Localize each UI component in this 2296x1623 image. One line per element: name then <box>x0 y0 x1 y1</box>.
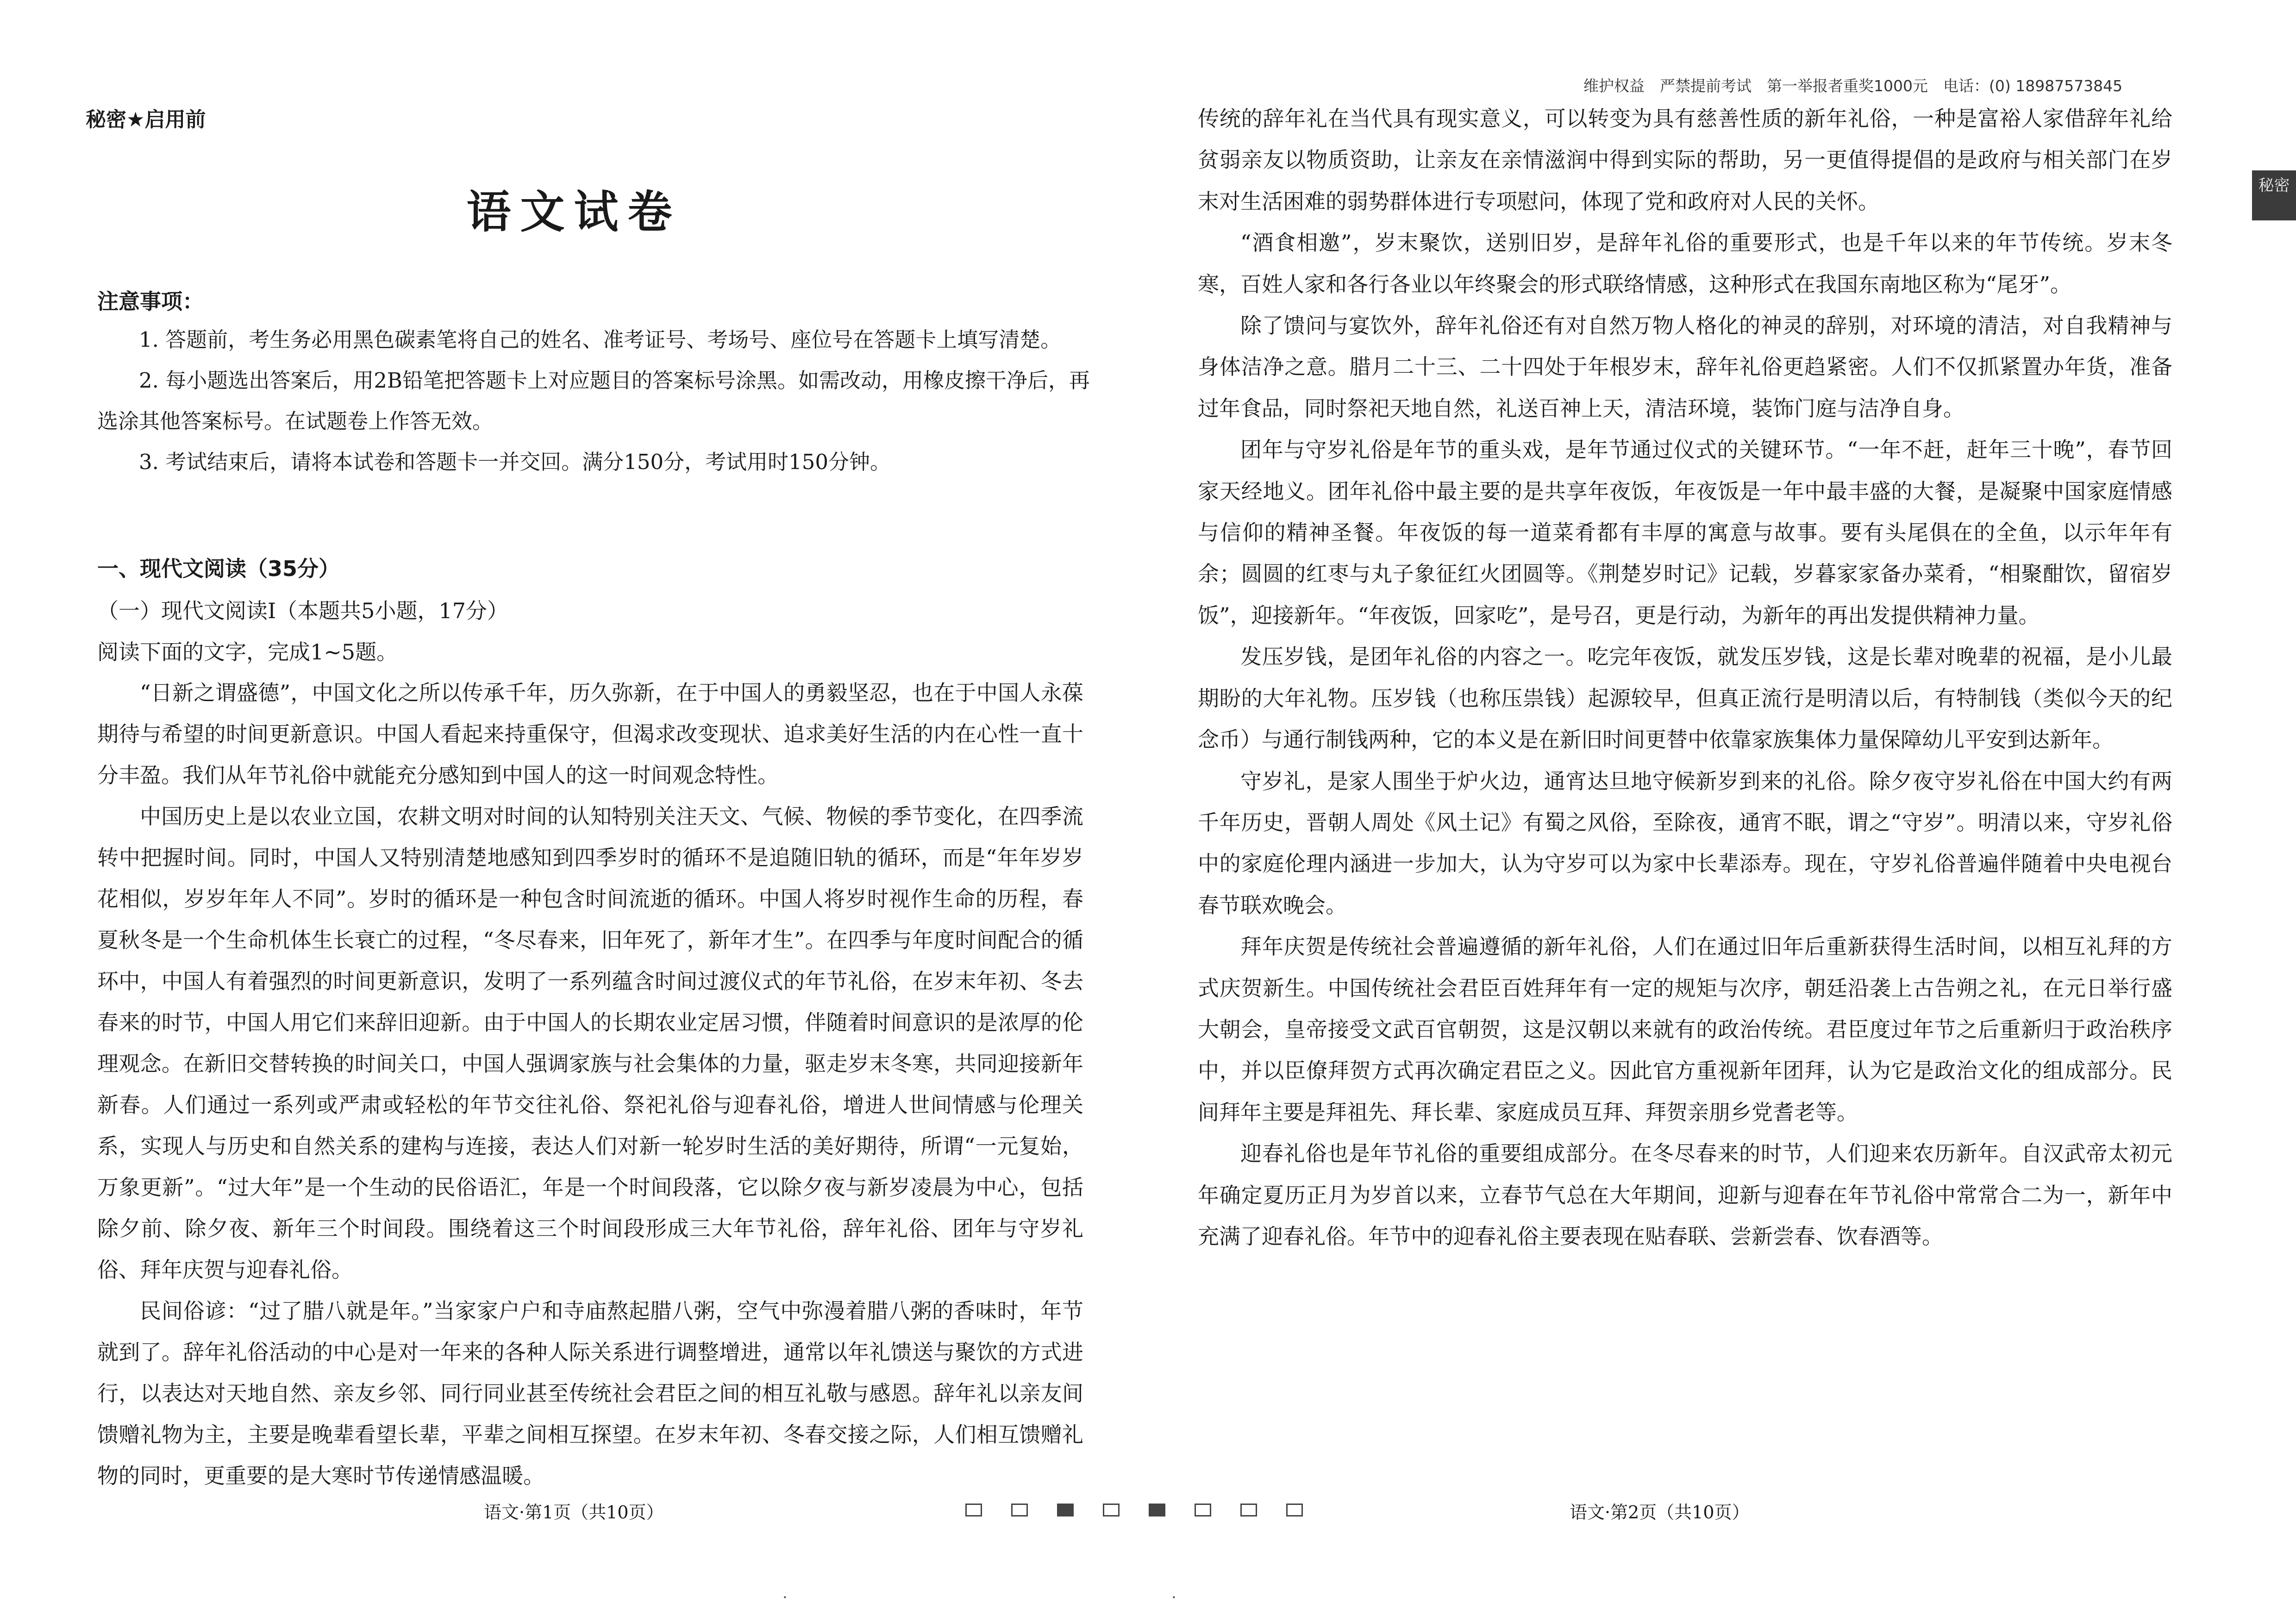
passage-paragraph: 团年与守岁礼俗是年节的重头戏，是年节通过仪式的关键环节。“一年不赶，赶年三十晚”，春节回家天经地义。团年礼俗中最主要的是共享年夜饭，年夜饭是一年中最丰盛的大餐，是凝聚中国家庭情感与信仰的精神圣餐。年夜饭的每一道菜肴都有丰厚的寓意与故事。要有头尾俱在的全鱼，以示年年有余；圆圆的红枣与丸子象征红火团圆等。《荆楚岁时记》记载，岁暮家家备办菜肴，“相聚酣饮，留宿岁饭”，迎接新年。“年夜饭，回家吃”，是号召，更是行动，为新年的再出发提供精神力量。 <box>1198 437 2172 628</box>
passage-paragraph: “酒食相邀”，岁末聚饮，送别旧岁，是辞年礼俗的重要形式，也是千年以来的年节传统。岁末冬寒，百姓人家和各行各业以年终聚会的形式联络情感，这种形式在我国东南地区称为“尾牙”。 <box>1198 230 2172 297</box>
scan-smudge: · <box>1171 1588 1176 1607</box>
page-footer: 语文·第2页（共10页） <box>1570 1502 1750 1523</box>
passage-paragraph: 除了馈问与宴饮外，辞年礼俗还有对自然万物人格化的神灵的辞别，对环境的清洁，对自我精神与身体洁净之意。腊月二十三、二十四处于年根岁末，辞年礼俗更趋紧密。人们不仅抓紧置办年货，准备过年食品，同时祭祀天地自然，礼送百神上天，清洁环境，装饰门庭与洁净自身。 <box>1198 313 2172 421</box>
right-page <box>1148 0 2296 1623</box>
reading-passage-left <box>97 672 1083 1497</box>
passage-paragraph: 传统的辞年礼在当代具有现实意义，可以转变为具有慈善性质的新年礼俗，一种是富裕人家借辞年礼给贫弱亲友以物质资助，让亲友在亲情滋润中得到实际的帮助，另一更值得提倡的是政府与相关部门在岁末对生活困难的弱势群体进行专项慰问，体现了党和政府对人民的关怀。 <box>1198 106 2172 214</box>
registration-mark <box>1057 1504 1074 1516</box>
page-header-notice: 维护权益 严禁提前考试 第一举报者重奖1000元 电话：(0) 18987573845 <box>1583 77 2123 95</box>
confidential-label: 秘密★启用前 <box>86 108 206 132</box>
reading-passage-right <box>1198 98 2172 1257</box>
passage-paragraph: 拜年庆贺是传统社会普遍遵循的新年礼俗，人们在通过旧年后重新获得生活时间，以相互礼拜的方式庆贺新生。中国传统社会君臣百姓拜年有一定的规矩与次序，朝廷沿袭上古告朔之礼，在元日举行盛大朝会，皇帝接受文武百官朝贺，这是汉朝以来就有的政治传统。君臣度过年节之后重新归于政治秩序中，并以臣僚拜贺方式再次确定君臣之义。因此官方重视新年团拜，认为它是政治文化的组成部分。民间拜年主要是拜祖先、拜长辈、家庭成员互拜、拜贺亲朋乡党耆老等。 <box>1198 934 2172 1125</box>
passage-paragraph: 迎春礼俗也是年节礼俗的重要组成部分。在冬尽春来的时节，人们迎来农历新年。自汉武帝太初元年确定夏历正月为岁首以来，立春节气总在大年期间，迎新与迎春在年节礼俗中常常合二为一，新年中充满了迎春礼俗。年节中的迎春礼俗主要表现在贴春联、尝新尝春、饮春酒等。 <box>1198 1141 2172 1249</box>
registration-mark <box>1011 1504 1028 1516</box>
passage-paragraph: 发压岁钱，是团年礼俗的内容之一。吃完年夜饭，就发压岁钱，这是长辈对晚辈的祝福，是小儿最期盼的大年礼物。压岁钱（也称压祟钱）起源较早，但真正流行是明清以后，有特制钱（类似今天的纪念币）与通行制钱两种，它的本义是在新旧时间更替中依靠家族集体力量保障幼儿平安到达新年。 <box>1198 644 2172 752</box>
passage-paragraph: 民间俗谚：“过了腊八就是年。”当家家户户和寺庙熬起腊八粥，空气中弥漫着腊八粥的香味时，年节就到了。辞年礼俗活动的中心是对一年来的各种人际关系进行调整增进，通常以年礼馈送与聚饮的方式进行，以表达对天地自然、亲友乡邻、同行同业甚至传统社会君臣之间的相互礼敬与感恩。辞年礼以亲友间馈赠礼物为主，主要是晚辈看望长辈，平辈之间相互探望。在岁末年初、冬春交接之际，人们相互馈赠礼物的同时，更重要的是大寒时节传递情感温暖。 <box>97 1298 1083 1488</box>
notice-item: 2. 每小题选出答案后，用2B铅笔把答题卡上对应题目的答案标号涂黑。如需改动，用橡皮擦干净后，再选涂其他答案标号。在试题卷上作答无效。 <box>97 368 1090 433</box>
notice-item: 1. 答题前，考生务必用黑色碳素笔将自己的姓名、准考证号、考场号、座位号在答题卡上填写清楚。 <box>139 327 1062 352</box>
reading-instruction: 阅读下面的文字，完成1~5题。 <box>97 639 398 664</box>
notice-title: 注意事项： <box>97 289 204 314</box>
registration-mark <box>965 1504 982 1516</box>
registration-mark <box>1103 1504 1120 1516</box>
page-footer: 语文·第1页（共10页） <box>484 1502 664 1523</box>
scan-smudge: · <box>782 1588 788 1607</box>
confidential-side-tab: 秘密 <box>2252 170 2296 220</box>
passage-paragraph: “日新之谓盛德”，中国文化之所以传承千年，历久弥新，在于中国人的勇毅坚忍，也在于中国人永葆期待与希望的时间更新意识。中国人看起来持重保守，但渴求改变现状、追求美好生活的内在心性一直十分丰盈。我们从年节礼俗中就能充分感知到中国人的这一时间观念特性。 <box>97 680 1083 788</box>
passage-paragraph: 守岁礼，是家人围坐于炉火边，通宵达旦地守候新岁到来的礼俗。除夕夜守岁礼俗在中国大约有两千年历史，晋朝人周处《风土记》有蜀之风俗，至除夜，通宵不眠，谓之“守岁”。明清以来，守岁礼俗中的家庭伦理内涵进一步加大，认为守岁可以为家中长辈添寿。现在，守岁礼俗普遍伴随着中央电视台春节联欢晚会。 <box>1198 768 2172 918</box>
subsection-title: （一）现代文阅读Ⅰ（本题共5小题，17分） <box>97 598 508 623</box>
section-title: 一、现代文阅读（35分） <box>97 556 340 581</box>
exam-title: 语文试卷 <box>466 186 682 238</box>
notice-item: 3. 考试结束后，请将本试卷和答题卡一并交回。满分150分，考试用时150分钟。 <box>139 450 891 474</box>
notice-list <box>97 320 1093 483</box>
passage-paragraph: 中国历史上是以农业立国，农耕文明对时间的认知特别关注天文、气候、物候的季节变化，在四季流转中把握时间。同时，中国人又特别清楚地感知到四季岁时的循环不是追随旧轨的循环，而是“年年岁岁花相似，岁岁年年人不同”。岁时的循环是一种包含时间流逝的循环。中国人将岁时视作生命的历程，春夏秋冬是一个生命机体生长衰亡的过程，“冬尽春来，旧年死了，新年才生”。在四季与年度时间配合的循环中，中国人有着强烈的时间更新意识，发明了一系列蕴含时间过渡仪式的年节礼俗，在岁末年初、冬去春来的时节，中国人用它们来辞旧迎新。由于中国人的长期农业定居习惯，伴随着时间意识的是浓厚的伦理观念。在新旧交替转换的时间关口，中国人强调家族与社会集体的力量，驱走岁末冬寒，共同迎接新年新春。人们通过一系列或严肃或轻松的年节交往礼俗、祭祀礼俗与迎春礼俗，增进人世间情感与伦理关系，实现人与历史和自然关系的建构与连接，表达人们对新一轮岁时生活的美好期待，所谓“一元复始，万象更新”。“过大年”是一个生动的民俗语汇，年是一个时间段落，它以除夕夜与新岁凌晨为中心，包括除夕前、除夕夜、新年三个时间段。围绕着这三个时间段形成三大年节礼俗，辞年礼俗、团年与守岁礼俗、拜年庆贺与迎春礼俗。 <box>97 804 1083 1282</box>
